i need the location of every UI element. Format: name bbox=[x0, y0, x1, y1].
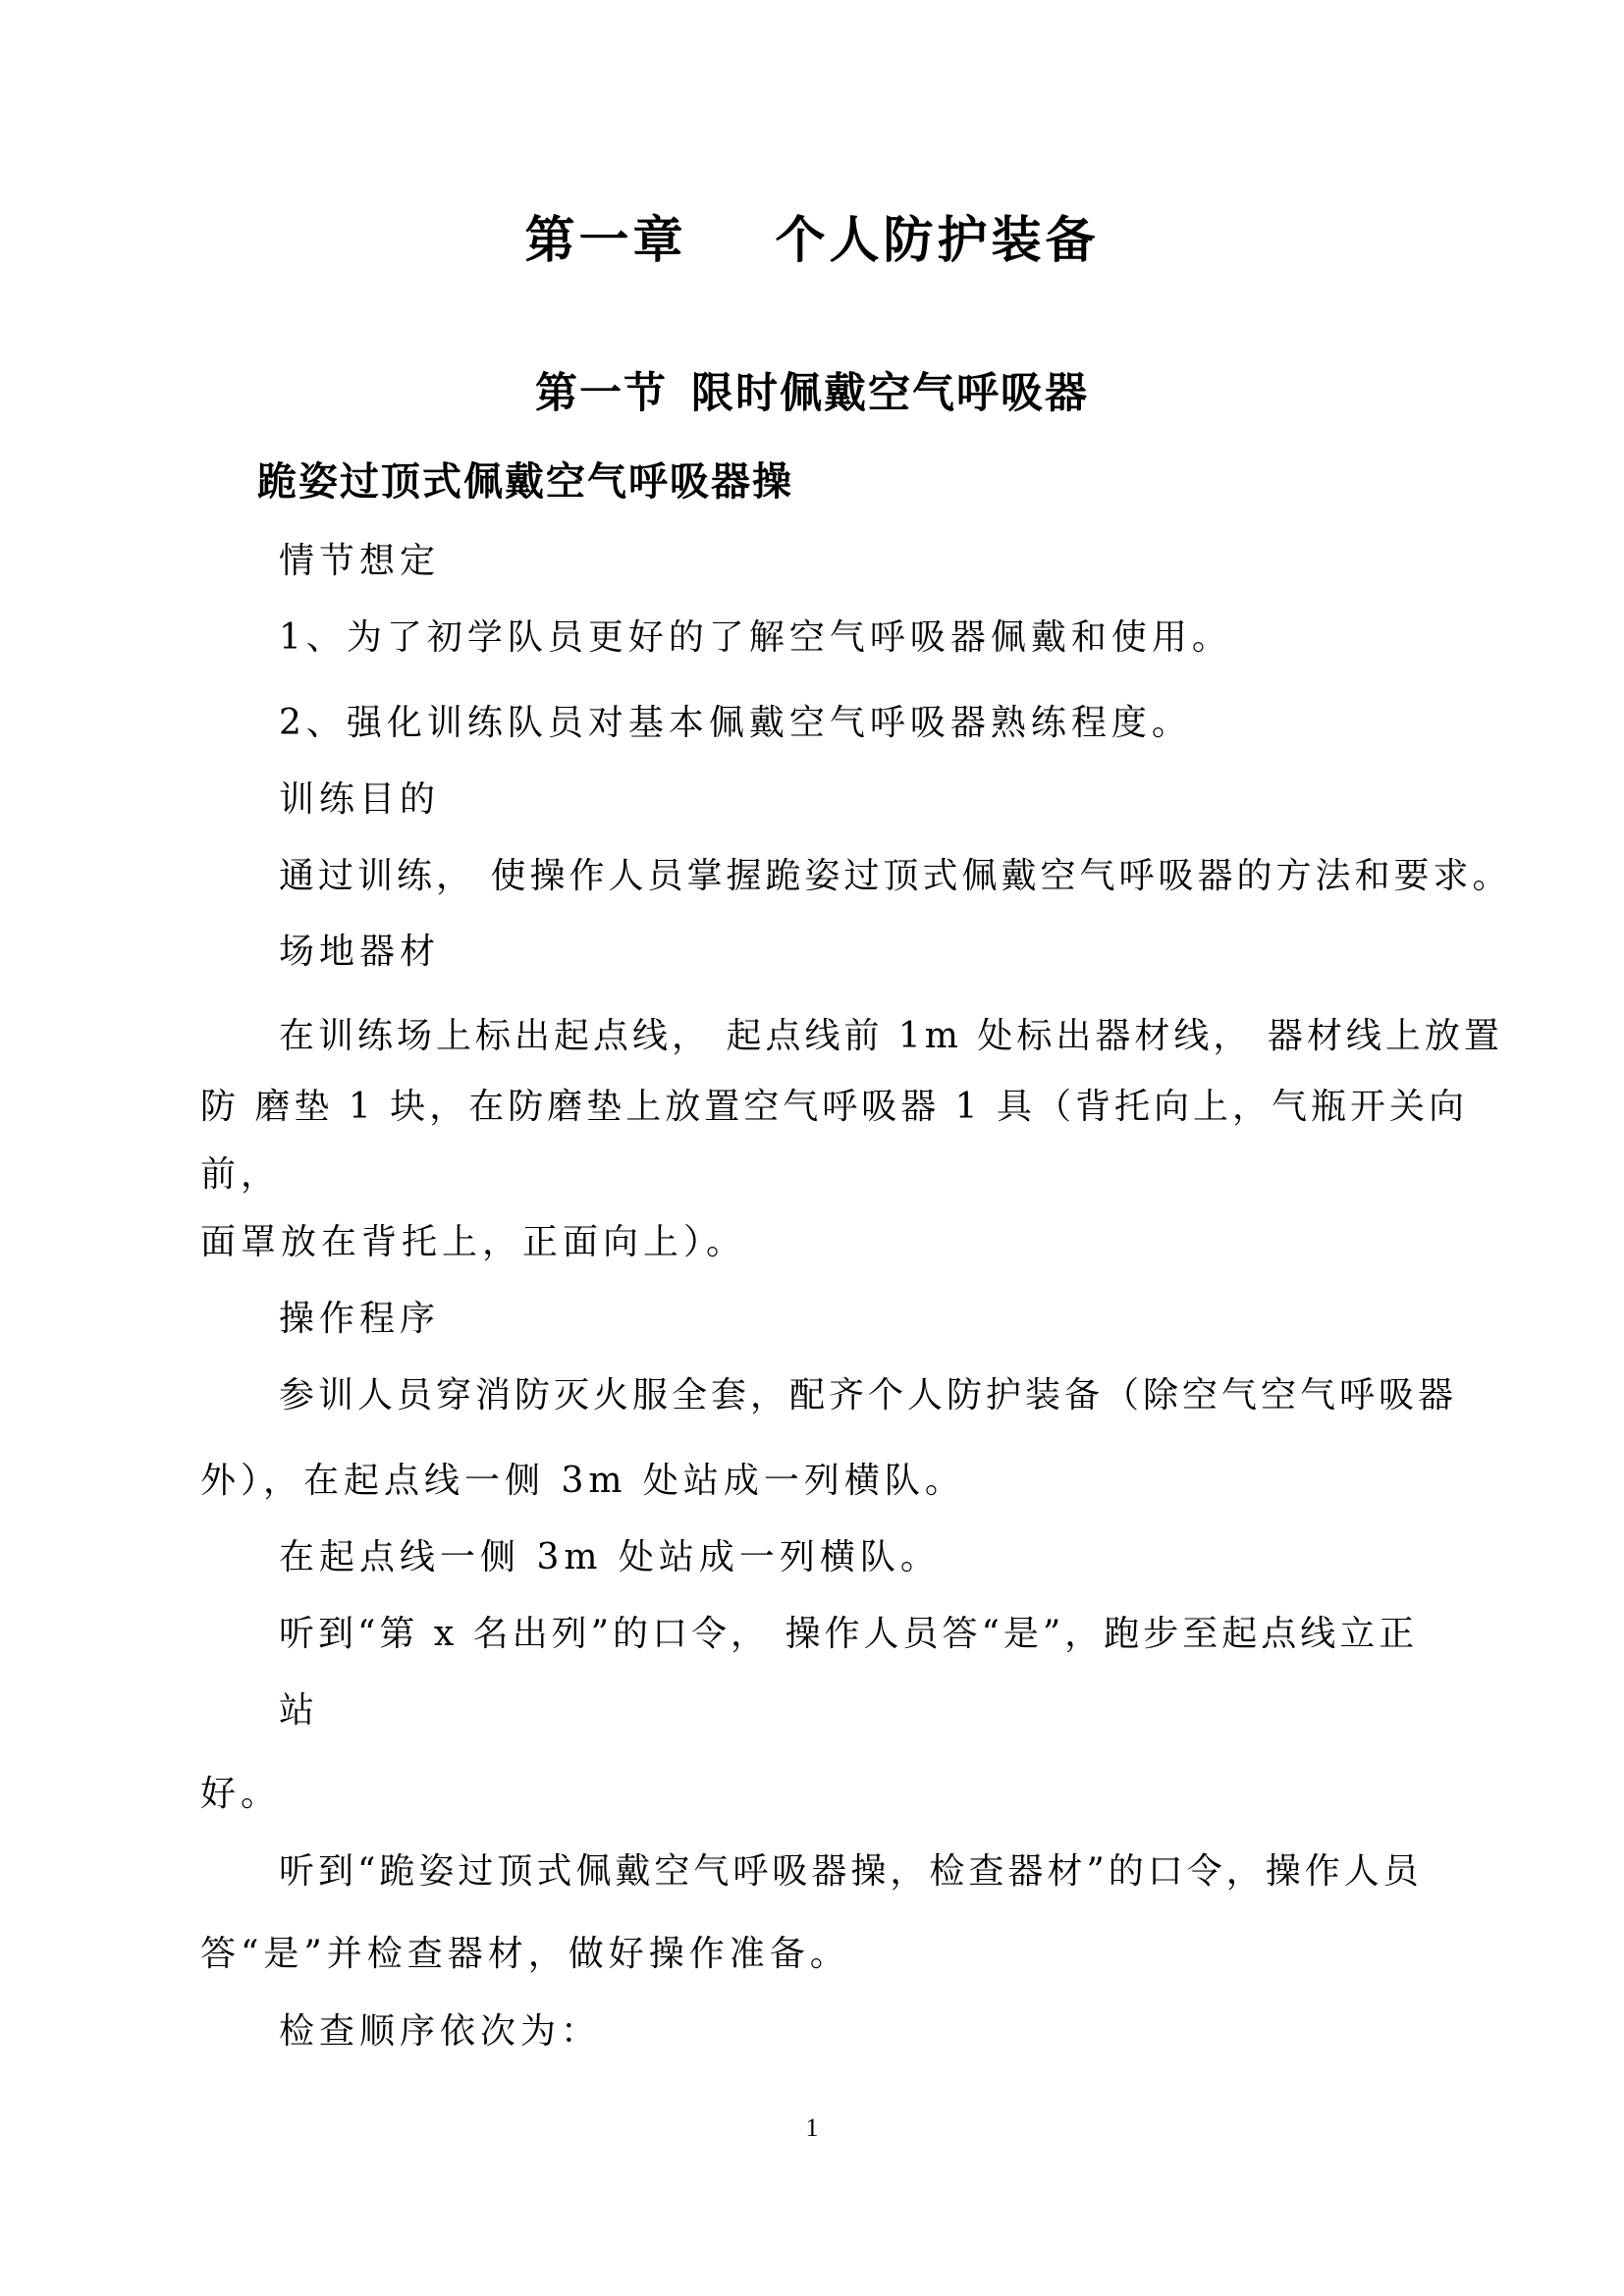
heading-equipment: 场地器材 bbox=[279, 932, 441, 972]
body-line: 2、强化训练队员对基本佩戴空气呼吸器熟练程度。 bbox=[279, 703, 1192, 743]
heading-objective: 训练目的 bbox=[279, 779, 441, 820]
body-line: 防 磨垫 1 块，在防磨垫上放置空气呼吸器 1 具（背托向上，气瓶开关向 bbox=[200, 1087, 1469, 1127]
body-line: 通过训练， 使操作人员掌握跪姿过顶式佩戴空气呼吸器的方法和要求。 bbox=[279, 856, 1512, 896]
body-line: 参训人员穿消防灭火服全套，配齐个人防护装备（除空气空气呼吸器 bbox=[279, 1375, 1458, 1415]
body-line: 在起点线一侧 3m 处站成一列横队。 bbox=[279, 1537, 941, 1577]
body-line: 听到“跪姿过顶式佩戴空气呼吸器操，检查器材”的口令，操作人员 bbox=[279, 1851, 1423, 1892]
body-line: 面罩放在背托上，正面向上）。 bbox=[200, 1222, 747, 1262]
body-line: 检查顺序依次为： bbox=[279, 2011, 602, 2052]
chapter-heading bbox=[0, 212, 1624, 271]
section-heading bbox=[0, 368, 1624, 419]
section-number: 第一节 bbox=[535, 369, 668, 418]
body-line: 答“是”并检查器材，做好操作准备。 bbox=[200, 1934, 850, 1974]
body-line: 外），在起点线一侧 3m 处站成一列横队。 bbox=[200, 1461, 965, 1501]
heading-procedure: 操作程序 bbox=[279, 1299, 441, 1339]
body-line: 前， bbox=[200, 1154, 282, 1195]
body-line: 听到“第 x 名出列”的口令， 操作人员答“是”，跑步至起点线立正 bbox=[279, 1614, 1419, 1654]
body-line: 站 bbox=[279, 1690, 320, 1731]
body-line: 1、为了初学队员更好的了解空气呼吸器佩戴和使用。 bbox=[279, 617, 1232, 658]
chapter-title: 个人防护装备 bbox=[775, 212, 1100, 270]
heading-scenario: 情节想定 bbox=[279, 541, 441, 581]
chapter-number: 第一章 bbox=[524, 212, 687, 270]
section-title: 限时佩戴空气呼吸器 bbox=[691, 369, 1089, 418]
drill-title: 跪姿过顶式佩戴空气呼吸器操 bbox=[257, 459, 793, 505]
body-line: 好。 bbox=[200, 1774, 282, 1814]
body-line: 在训练场上标出起点线， 起点线前 1m 处标出器材线， 器材线上放置 bbox=[279, 1016, 1503, 1056]
page-number: 1 bbox=[805, 2113, 819, 2142]
